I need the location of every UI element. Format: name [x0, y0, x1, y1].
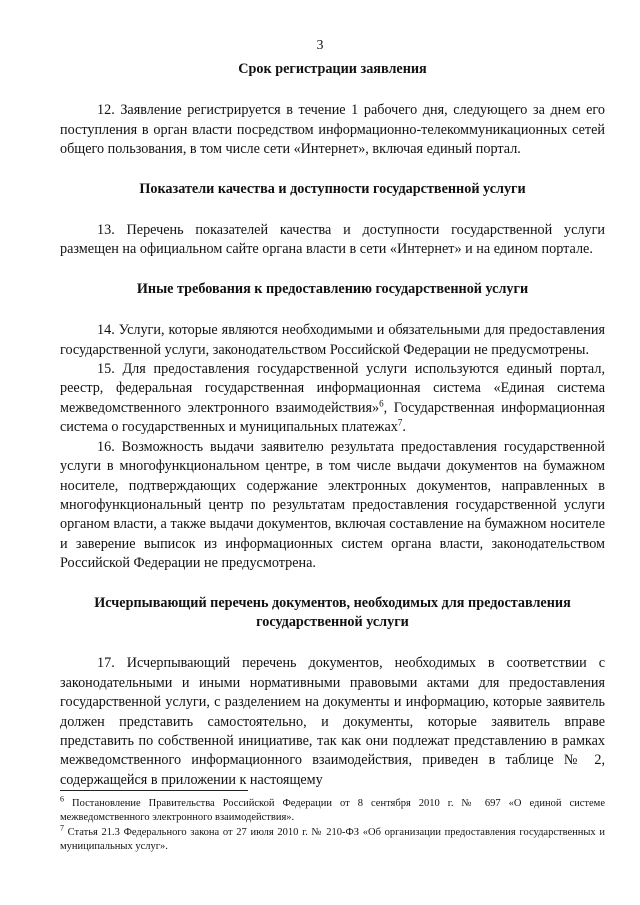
- section-heading-documents-list: [60, 594, 605, 633]
- footnote-ref-6: 6: [379, 398, 384, 409]
- section-heading-other-requirements: Иные требования к предоставлению государственной услуги: [136, 280, 529, 297]
- footnote-6: [60, 794, 605, 824]
- footnote-divider: [60, 790, 248, 791]
- footnotes: [60, 790, 605, 855]
- paragraph-16: 16. Возможность выдачи заявителю результата предоставления государственной услуги в многофункциональном центре, в том числе выдачи документов на бумажном носителе, подтверждающих содержание электронных документов, направленных в многофункциональный центр по результатам предоставления государственной услуги органом власти, а также выдачи документов, включая составление на бумажном носителе и заверение выписок из информационных систем органа власти, законодательством Российской Федерации не предусмотрена.: [60, 438, 605, 572]
- paragraph-15-part-b: , Государственная информационная система о государственных и муниципальных платежах: [60, 399, 605, 436]
- footnote-ref-7: 7: [397, 417, 403, 428]
- section-heading-documents-list-line2: государственной услуги: [256, 613, 409, 630]
- paragraph-17: 17. Исчерпывающий перечень документов, необходимых в соответствии с законодательными и иными нормативными правовыми актами для предоставления государственной услуги, с разделением на документы и информацию, которые заявитель должен представить самостоятельно, и документы, которые заявитель вправе представить по собственной инициативе, так как они подлежат представлению в рамках межведомственного информационного взаимодействия, приведен в таблице № 2, содержащейся в приложении к настоящему: [60, 655, 605, 788]
- section-heading-documents-list-line1: Исчерпывающий перечень документов, необходимых для предоставления: [94, 594, 571, 611]
- paragraph-12: 12. Заявление регистрируется в течение 1 рабочего дня, следующего за днем его поступления в орган власти посредством информационно-телекоммуникационных сетей общего пользования, в том числе сети «Интернет», включая единый портал.: [60, 102, 605, 158]
- paragraph-14: 14. Услуги, которые являются необходимыми и обязательными для предоставления государственной услуги, законодательством Российской Федерации не предусмотрены.: [60, 322, 605, 358]
- paragraph-13: 13. Перечень показателей качества и доступности государственной услуги размещен на официальном сайте органа власти в сети «Интернет» и на едином портале.: [60, 222, 605, 258]
- footnote-7-text: Статья 21.3 Федерального закона от 27 июля 2010 г. № 210-ФЗ «Об организации предоставления государственных и муниципальных услуг».: [60, 827, 605, 852]
- page-number: 3: [316, 38, 324, 53]
- paragraph-15-part-c: .: [402, 419, 406, 436]
- footnote-6-text: Постановление Правительства Российской Федерации от 8 сентября 2010 г. № 697 «О единой системе межведомственного электронного взаимодействия».: [60, 798, 605, 823]
- paragraph-15: [60, 360, 605, 438]
- footnote-marker-6: 6: [60, 794, 64, 804]
- footnote-7: [60, 823, 605, 853]
- section-heading-registration: Срок регистрации заявления: [238, 61, 427, 77]
- paragraph-15-part-a: 15. Для предоставления государственной услуги используются единый портал, реестр, федеральная государственная информационная система «Единая система межведомственного электронного взаимодействия»: [60, 361, 605, 416]
- document-body: [60, 60, 605, 790]
- section-heading-quality: Показатели качества и доступности государственной услуги: [139, 180, 526, 197]
- footnote-marker-7: 7: [60, 823, 64, 833]
